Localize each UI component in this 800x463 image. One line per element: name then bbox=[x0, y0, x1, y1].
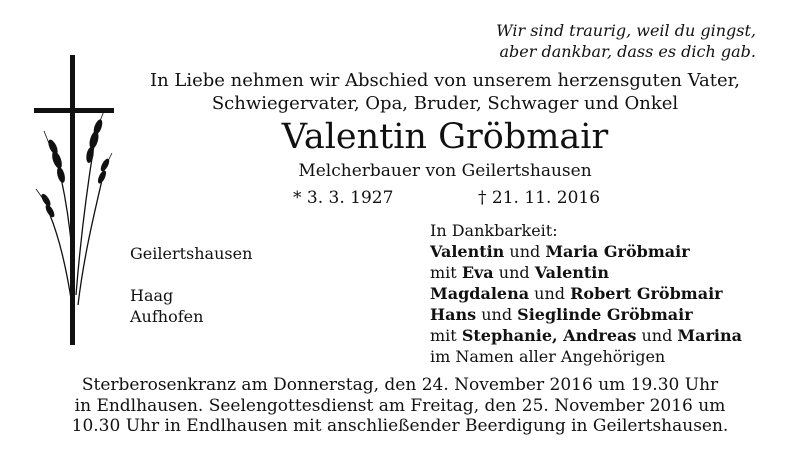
mourner-line: mit Eva und Valentin bbox=[430, 263, 610, 282]
places-list bbox=[130, 243, 252, 327]
mourners-list bbox=[430, 220, 742, 367]
place-item: Geilertshausen bbox=[130, 244, 253, 263]
mourners-heading: In Dankbarkeit: bbox=[430, 221, 558, 240]
mourner-line: Hans und Sieglinde Gröbmair bbox=[430, 305, 693, 324]
service-line-3: 10.30 Uhr in Endlhausen mit anschließender Beerdigung in Geilertshausen. bbox=[71, 416, 729, 436]
death-date: † 21. 11. 2016 bbox=[478, 188, 601, 208]
motto bbox=[426, 20, 756, 62]
birth-date: * 3. 3. 1927 bbox=[293, 188, 394, 208]
mourners-closing: im Namen aller Angehörigen bbox=[430, 347, 666, 366]
mourner-line: Valentin und Maria Gröbmair bbox=[430, 242, 690, 261]
motto-line-1: Wir sind traurig, weil du gingst, bbox=[496, 21, 756, 40]
motto-line-2: aber dankbar, dass es dich gab. bbox=[499, 42, 756, 61]
deceased-title: Melcherbauer von Geilertshausen bbox=[298, 161, 592, 181]
mourner-line: Magdalena und Robert Gröbmair bbox=[430, 284, 723, 303]
intro-line-2: Schwiegervater, Opa, Bruder, Schwager und Onkel bbox=[211, 93, 679, 114]
place-item: Haag bbox=[130, 286, 174, 305]
mourner-line: mit Stephanie, Andreas und Marina bbox=[430, 326, 742, 345]
service-line-2: in Endlhausen. Seelengottesdienst am Freitag, den 25. November 2016 um bbox=[74, 395, 726, 416]
place-item: Aufhofen bbox=[130, 307, 204, 326]
place-item bbox=[130, 264, 252, 285]
service-line-1: Sterberosenkranz am Donnerstag, den 24. November 2016 um 19.30 Uhr bbox=[81, 375, 719, 395]
service-details bbox=[20, 375, 780, 437]
intro-line-1: In Liebe nehmen wir Abschied von unserem herzensguten Vater, bbox=[149, 70, 741, 91]
intro bbox=[90, 69, 800, 115]
deceased-name: Valentin Gröbmair bbox=[281, 117, 609, 157]
